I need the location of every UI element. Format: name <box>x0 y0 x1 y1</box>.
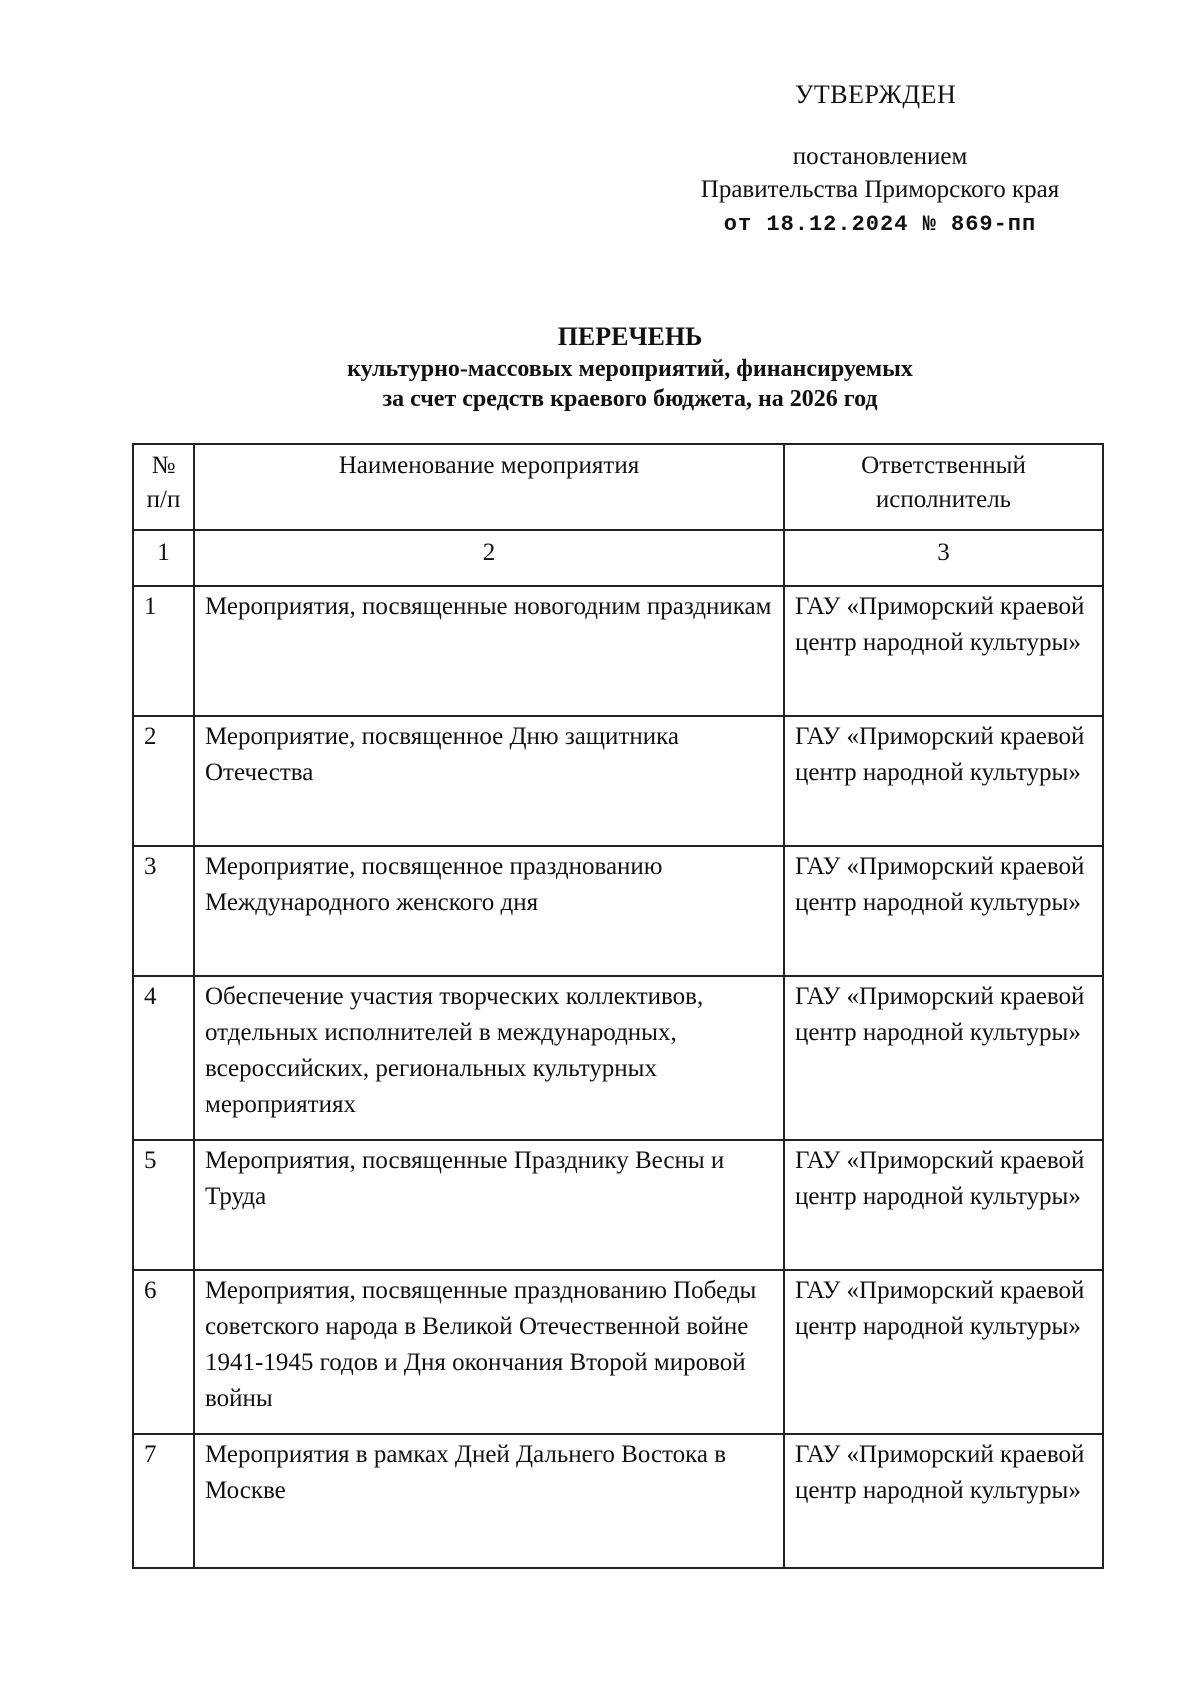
responsible-executor: ГАУ «Приморский краевой центр народной культуры» <box>784 1140 1103 1270</box>
event-name: Мероприятия, посвященные новогодним праздникам <box>194 586 784 716</box>
table-row <box>133 1434 1103 1568</box>
event-name: Обеспечение участия творческих коллективов, отдельных исполнителей в международных, всероссийских, региональных культурных мероприятиях <box>194 976 784 1140</box>
event-name: Мероприятия, посвященные празднованию Победы советского народа в Великой Отечественной войне 1941-1945 годов и Дня окончания Второй мировой войны <box>194 1270 784 1434</box>
event-name: Мероприятие, посвященное Дню защитника Отечества <box>194 716 784 846</box>
resolution-date-number: от 18.12.2024 № 869-пп <box>723 212 1037 237</box>
table-row <box>133 716 1103 846</box>
row-number: 2 <box>133 716 194 846</box>
document-heading: ПЕРЕЧЕНЬ <box>557 322 703 351</box>
responsible-executor: ГАУ «Приморский краевой центр народной культуры» <box>784 846 1103 976</box>
document-subtitle-line-2: за счет средств краевого бюджета, на 2026 год <box>382 386 878 412</box>
resolution-line-2: Правительства Приморского края <box>700 176 1060 203</box>
column-header-number-line-1: № <box>151 452 176 479</box>
responsible-executor: ГАУ «Приморский краевой центр народной культуры» <box>784 1270 1103 1434</box>
column-numbering-row <box>133 530 1103 586</box>
event-name: Мероприятия в рамках Дней Дальнего Востока в Москве <box>194 1434 784 1568</box>
row-number: 4 <box>133 976 194 1140</box>
row-number: 7 <box>133 1434 194 1568</box>
row-number: 1 <box>133 586 194 716</box>
responsible-executor: ГАУ «Приморский краевой центр народной культуры» <box>784 976 1103 1140</box>
document-title <box>200 322 1060 414</box>
resolution-line-1: постановлением <box>792 143 968 170</box>
row-number: 5 <box>133 1140 194 1270</box>
responsible-executor: ГАУ «Приморский краевой центр народной культуры» <box>784 716 1103 846</box>
column-header-name: Наименование мероприятия <box>194 444 784 530</box>
table-row <box>133 586 1103 716</box>
column-number-cell: 2 <box>194 530 784 586</box>
column-number-cell: 1 <box>133 530 194 586</box>
column-header-responsible <box>784 444 1103 530</box>
table-row <box>133 1140 1103 1270</box>
column-header-number-line-2: п/п <box>146 486 181 513</box>
document-subtitle-line-1: культурно-массовых мероприятий, финансируемых <box>347 356 913 382</box>
column-number-cell: 3 <box>784 530 1103 586</box>
column-header-responsible-line-2: исполнитель <box>875 486 1012 513</box>
event-name: Мероприятие, посвященное празднованию Международного женского дня <box>194 846 784 976</box>
responsible-executor: ГАУ «Приморский краевой центр народной культуры» <box>784 1434 1103 1568</box>
responsible-executor: ГАУ «Приморский краевой центр народной культуры» <box>784 586 1103 716</box>
table-row <box>133 1270 1103 1434</box>
table-row <box>133 846 1103 976</box>
table-header-row <box>133 444 1103 530</box>
event-name: Мероприятия, посвященные Празднику Весны и Труда <box>194 1140 784 1270</box>
resolution-reference <box>670 140 1090 241</box>
events-table <box>132 443 1104 1569</box>
row-number: 3 <box>133 846 194 976</box>
approval-stamp-title: УТВЕРЖДЕН <box>795 80 957 109</box>
column-header-number <box>133 444 194 530</box>
table-row <box>133 976 1103 1140</box>
row-number: 6 <box>133 1270 194 1434</box>
column-header-responsible-line-1: Ответственный <box>861 452 1026 479</box>
